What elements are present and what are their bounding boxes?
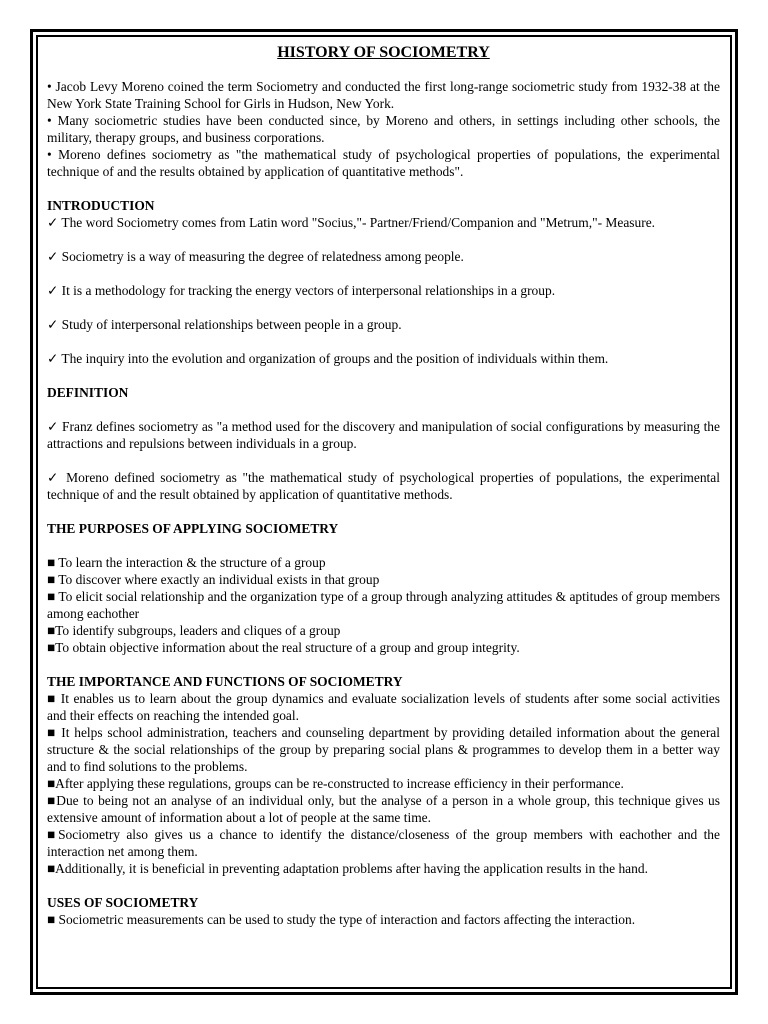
history-section (47, 78, 720, 180)
importance-item: ■After applying these regulations, groups can be re-constructed to increase efficiency in their performance. (47, 776, 624, 791)
purposes-item: ■ To learn the interaction & the structure of a group (47, 555, 326, 570)
importance-item: ■Due to being not an analyse of an individual only, but the analyse of a person in a whole group, this technique gives us extensive amount of information about a lot of people at the same time. (47, 793, 720, 825)
introduction-item: ✓ Study of interpersonal relationships between people in a group. (47, 317, 402, 332)
document-body (47, 43, 720, 928)
uses-section (47, 894, 720, 928)
page-title: HISTORY OF SOCIOMETRY (277, 44, 490, 61)
purposes-item: ■To identify subgroups, leaders and cliques of a group (47, 623, 341, 638)
history-item: • Many sociometric studies have been conducted since, by Moreno and others, in settings including other schools, the military, therapy groups, and business corporations. (47, 113, 720, 145)
uses-heading: USES OF SOCIOMETRY (47, 895, 199, 910)
history-item: • Moreno defines sociometry as "the mathematical study of psychological properties of populations, the experimental technique of and the results obtained by application of quantitative methods". (47, 147, 720, 179)
introduction-item: ✓ The word Sociometry comes from Latin word "Socius,"- Partner/Friend/Companion and "Metrum,"- Measure. (47, 215, 656, 230)
uses-item: ■ Sociometric measurements can be used to study the type of interaction and factors affecting the interaction. (47, 912, 636, 927)
purposes-section (47, 520, 720, 656)
importance-item: ■Additionally, it is beneficial in preventing adaptation problems after having the application results in the hand. (47, 861, 648, 876)
purposes-item: ■ To elicit social relationship and the organization type of a group through analyzing attitudes & aptitudes of group members among eachother (47, 589, 720, 621)
introduction-item: ✓ It is a methodology for tracking the energy vectors of interpersonal relationships in a group. (47, 283, 556, 298)
importance-heading: THE IMPORTANCE AND FUNCTIONS OF SOCIOMETRY (47, 674, 403, 689)
purposes-item: ■ To discover where exactly an individual exists in that group (47, 572, 380, 587)
importance-item: ■ It enables us to learn about the group dynamics and evaluate socialization levels of students after some social activities and their effects on reaching the intended goal. (47, 691, 720, 723)
introduction-item: ✓ The inquiry into the evolution and organization of groups and the position of individuals within them. (47, 351, 609, 366)
importance-item: ■ It helps school administration, teachers and counseling department by providing detailed information about the general structure & the social relationships of the group by preparing social plans & programmes to develop them in a better way and to find solutions to the problems. (47, 725, 720, 774)
importance-section (47, 673, 720, 877)
importance-item: ■Sociometry also gives us a chance to identify the distance/closeness of the group members with eachother and the interaction net among them. (47, 827, 720, 859)
definition-heading: DEFINITION (47, 385, 129, 400)
definition-section (47, 384, 720, 503)
purposes-item: ■To obtain objective information about the real structure of a group and group integrity. (47, 640, 520, 655)
introduction-item: ✓ Sociometry is a way of measuring the degree of relatedness among people. (47, 249, 464, 264)
introduction-section (47, 197, 720, 367)
introduction-heading: INTRODUCTION (47, 198, 155, 213)
history-item: • Jacob Levy Moreno coined the term Sociometry and conducted the first long-range sociometric study from 1932-38 at the New York State Training School for Girls in Hudson, New York. (47, 79, 720, 111)
definition-item: ✓ Franz defines sociometry as "a method used for the discovery and manipulation of social configurations by measuring the attractions and repulsions between individuals in a group. (47, 419, 720, 451)
definition-item: ✓ Moreno defined sociometry as "the mathematical study of psychological properties of populations, the experimental technique of and the result obtained by application of quantitative methods. (47, 470, 720, 502)
purposes-heading: THE PURPOSES OF APPLYING SOCIOMETRY (47, 521, 339, 536)
